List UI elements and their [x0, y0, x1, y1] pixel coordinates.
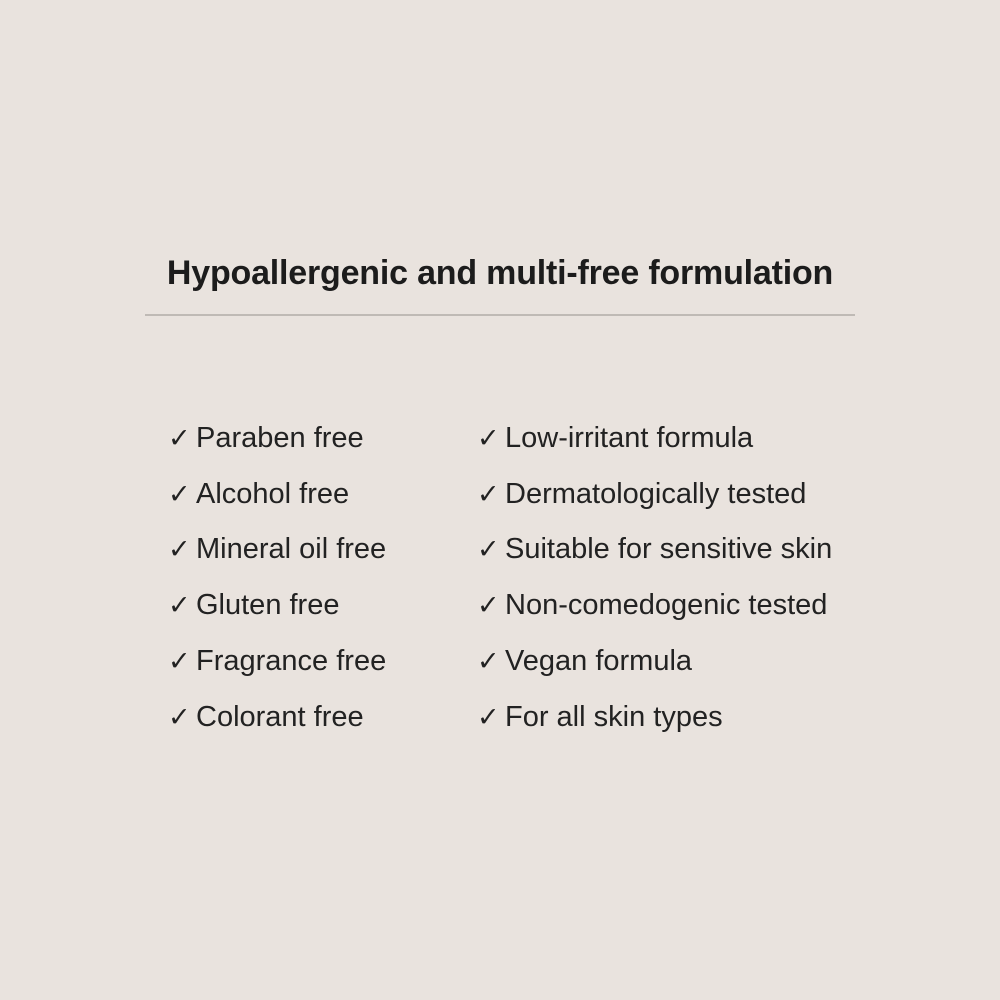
list-item — [477, 522, 832, 578]
list-item-label: Non-comedogenic tested — [505, 589, 828, 622]
check-icon: ✓ — [168, 590, 191, 621]
check-icon: ✓ — [477, 590, 500, 621]
check-icon: ✓ — [168, 422, 191, 453]
check-icon: ✓ — [168, 646, 191, 677]
list-item — [168, 522, 386, 578]
check-icon: ✓ — [477, 534, 500, 565]
list-item-label: Low-irritant formula — [505, 421, 754, 454]
list-item — [477, 410, 832, 466]
list-item — [168, 689, 386, 745]
check-icon: ✓ — [477, 478, 500, 509]
page-title: Hypoallergenic and multi-free formulation — [166, 254, 834, 292]
right-feature-list — [477, 410, 832, 745]
list-item — [168, 410, 386, 466]
check-icon: ✓ — [477, 646, 500, 677]
check-icon: ✓ — [477, 701, 500, 732]
list-item-label: Paraben free — [196, 421, 364, 454]
list-item — [477, 577, 832, 633]
title-divider — [145, 314, 855, 316]
list-item-label: Mineral oil free — [196, 533, 387, 566]
list-item-label: Fragrance free — [196, 645, 387, 678]
list-item-label: Suitable for sensitive skin — [505, 533, 833, 566]
list-item — [477, 633, 832, 689]
check-icon: ✓ — [168, 478, 191, 509]
left-feature-list — [168, 410, 386, 745]
list-item-label: Colorant free — [196, 700, 364, 733]
list-item — [477, 689, 832, 745]
list-item-label: Alcohol free — [196, 477, 350, 510]
list-item-label: Dermatologically tested — [505, 477, 807, 510]
list-item — [168, 633, 386, 689]
list-item — [477, 466, 832, 522]
check-icon: ✓ — [168, 701, 191, 732]
list-item — [168, 466, 386, 522]
list-item-label: Vegan formula — [505, 645, 693, 678]
check-icon: ✓ — [168, 534, 191, 565]
list-item-label: Gluten free — [196, 589, 340, 622]
check-icon: ✓ — [477, 422, 500, 453]
list-item — [168, 577, 386, 633]
list-item-label: For all skin types — [505, 700, 723, 733]
